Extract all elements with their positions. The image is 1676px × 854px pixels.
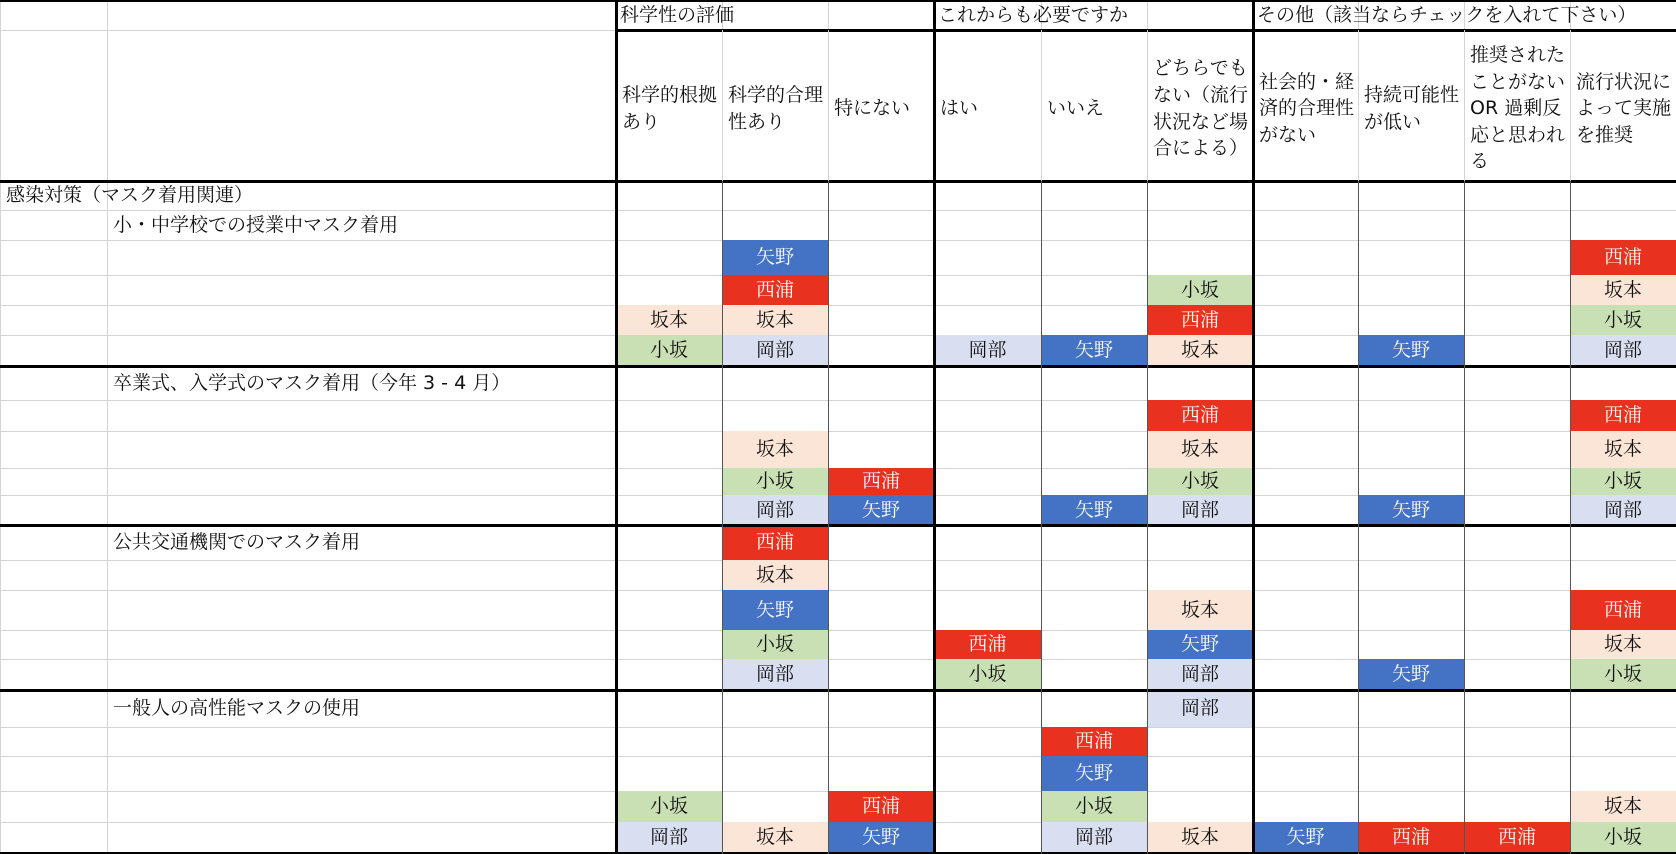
column-header: 社会的・経済的合理性がない bbox=[1259, 70, 1355, 146]
grid-row-line bbox=[0, 275, 1676, 276]
header-column-line bbox=[1147, 30, 1148, 181]
rater-tag[interactable]: 西浦 bbox=[934, 630, 1041, 659]
rater-tag[interactable]: 矢野 bbox=[1041, 335, 1147, 366]
item-label: 公共交通機関でのマスク着用 bbox=[113, 531, 361, 553]
rater-tag[interactable]: 西浦 bbox=[1147, 400, 1253, 431]
column-separator bbox=[1147, 181, 1148, 854]
rater-tag[interactable]: 坂本 bbox=[616, 305, 722, 335]
column-header: どちらでもない（流行状況など場合による） bbox=[1153, 57, 1249, 160]
grid-row-line bbox=[0, 560, 1676, 561]
column-separator bbox=[1464, 181, 1465, 854]
rater-tag[interactable]: 坂本 bbox=[722, 822, 828, 852]
grid-col-line bbox=[0, 0, 1, 854]
rater-tag[interactable]: 西浦 bbox=[1358, 822, 1464, 852]
rater-tag[interactable]: 小坂 bbox=[1147, 275, 1253, 305]
grid-row-line bbox=[0, 240, 1676, 241]
header-separator bbox=[616, 29, 1676, 32]
rater-tag[interactable]: 坂本 bbox=[722, 431, 828, 468]
column-header: 持続可能性が低い bbox=[1364, 83, 1460, 133]
rater-tag[interactable]: 矢野 bbox=[1041, 756, 1147, 791]
rater-tag[interactable]: 矢野 bbox=[1358, 335, 1464, 366]
group-separator bbox=[1252, 0, 1255, 854]
rater-tag[interactable]: 坂本 bbox=[1147, 822, 1253, 852]
rater-tag[interactable]: 矢野 bbox=[1358, 495, 1464, 525]
grid-row-line bbox=[0, 431, 1676, 432]
rater-tag[interactable]: 矢野 bbox=[1147, 630, 1253, 659]
item-label: 小・中学校での授業中マスク着用 bbox=[113, 213, 399, 236]
rater-tag[interactable]: 矢野 bbox=[722, 590, 828, 630]
rater-tag[interactable]: 矢野 bbox=[1041, 495, 1147, 525]
header-column-line bbox=[1358, 30, 1359, 181]
rater-tag[interactable]: 坂本 bbox=[1570, 630, 1676, 659]
group-separator bbox=[615, 0, 618, 854]
rater-tag[interactable]: 岡部 bbox=[722, 659, 828, 690]
grid-row-line bbox=[0, 400, 1676, 401]
rater-tag[interactable]: 岡部 bbox=[722, 495, 828, 525]
rater-tag[interactable]: 小坂 bbox=[1147, 468, 1253, 495]
rater-tag[interactable]: 西浦 bbox=[1570, 240, 1676, 275]
rater-tag[interactable]: 矢野 bbox=[722, 240, 828, 275]
rater-tag[interactable]: 小坂 bbox=[616, 335, 722, 366]
section-separator bbox=[0, 365, 1676, 368]
rater-tag[interactable]: 小坂 bbox=[934, 659, 1041, 690]
column-header: はい bbox=[940, 97, 979, 120]
rater-tag[interactable]: 岡部 bbox=[1147, 495, 1253, 525]
grid-row-line bbox=[0, 590, 1676, 591]
rater-tag[interactable]: 小坂 bbox=[1570, 305, 1676, 335]
group-separator bbox=[933, 0, 936, 854]
rater-tag[interactable]: 小坂 bbox=[1041, 791, 1147, 822]
section-separator bbox=[0, 689, 1676, 692]
rater-tag[interactable]: 西浦 bbox=[828, 468, 934, 495]
header-column-line bbox=[722, 30, 723, 181]
rater-tag[interactable]: 坂本 bbox=[1147, 590, 1253, 630]
rater-tag[interactable]: 坂本 bbox=[1147, 431, 1253, 468]
grid-row-line bbox=[0, 630, 1676, 631]
rater-tag[interactable]: 西浦 bbox=[828, 791, 934, 822]
column-header: 科学的合理性あり bbox=[728, 83, 824, 133]
column-separator bbox=[828, 181, 829, 854]
rater-tag[interactable]: 西浦 bbox=[722, 525, 828, 560]
column-separator bbox=[1358, 181, 1359, 854]
column-separator bbox=[1570, 181, 1571, 854]
column-separator bbox=[722, 181, 723, 854]
header-column-line bbox=[828, 30, 829, 181]
rater-tag[interactable]: 西浦 bbox=[1041, 727, 1147, 756]
rater-tag[interactable]: 坂本 bbox=[722, 560, 828, 590]
section-separator bbox=[0, 524, 1676, 527]
rater-tag[interactable]: 岡部 bbox=[722, 335, 828, 366]
section-label: 感染対策（マスク着用関連） bbox=[6, 184, 254, 206]
rater-tag[interactable]: 坂本 bbox=[1147, 335, 1253, 366]
header-column-line bbox=[1041, 30, 1042, 181]
header-column-line bbox=[1570, 30, 1571, 181]
rater-tag[interactable]: 岡部 bbox=[1147, 690, 1253, 727]
rater-tag[interactable]: 西浦 bbox=[1570, 400, 1676, 431]
rater-tag[interactable]: 小坂 bbox=[1570, 659, 1676, 690]
rater-tag[interactable]: 小坂 bbox=[722, 630, 828, 659]
rater-tag[interactable]: 岡部 bbox=[1147, 659, 1253, 690]
rater-tag[interactable]: 岡部 bbox=[1570, 495, 1676, 525]
rater-tag[interactable]: 岡部 bbox=[1041, 822, 1147, 852]
rater-tag[interactable]: 坂本 bbox=[1570, 791, 1676, 822]
group-header-3: その他（該当ならチェックを入れて下さい） bbox=[1257, 3, 1637, 26]
rater-tag[interactable]: 矢野 bbox=[1358, 659, 1464, 690]
header-column-line bbox=[1464, 30, 1465, 181]
column-separator bbox=[1041, 181, 1042, 854]
group-header-1: 科学性の評価 bbox=[620, 3, 735, 26]
grid-row-line bbox=[0, 727, 1676, 728]
grid-row-line bbox=[0, 305, 1676, 306]
rater-tag[interactable]: 西浦 bbox=[722, 275, 828, 305]
rater-tag[interactable]: 矢野 bbox=[1253, 822, 1358, 852]
rater-tag[interactable]: 坂本 bbox=[1570, 275, 1676, 305]
column-header: 特にない bbox=[834, 97, 911, 120]
rater-tag[interactable]: 岡部 bbox=[934, 335, 1041, 366]
rater-tag[interactable]: 坂本 bbox=[722, 305, 828, 335]
rater-tag[interactable]: 矢野 bbox=[828, 822, 934, 852]
border-top bbox=[0, 0, 1676, 2]
section-separator bbox=[0, 180, 1676, 183]
column-header: 科学的根拠あり bbox=[622, 83, 718, 133]
item-label: 一般人の高性能マスクの使用 bbox=[113, 697, 361, 719]
column-header: 推奨されたことがない OR 過剰反応と思われる bbox=[1470, 44, 1566, 173]
rater-tag[interactable]: 小坂 bbox=[616, 791, 722, 822]
item-label: 卒業式、入学式のマスク着用（今年 3 - 4 月） bbox=[113, 371, 511, 394]
rater-tag[interactable]: 小坂 bbox=[1570, 468, 1676, 495]
rater-tag[interactable]: 西浦 bbox=[1464, 822, 1570, 852]
rater-tag[interactable]: 坂本 bbox=[1570, 431, 1676, 468]
rater-tag[interactable]: 岡部 bbox=[1570, 335, 1676, 366]
rater-tag[interactable]: 矢野 bbox=[828, 495, 934, 525]
group-header-2: これからも必要ですか bbox=[938, 3, 1129, 26]
rater-tag[interactable]: 小坂 bbox=[1570, 822, 1676, 852]
rater-tag[interactable]: 西浦 bbox=[1147, 305, 1253, 335]
grid-row-line bbox=[0, 756, 1676, 757]
column-header: 流行状況によって実施を推奨 bbox=[1576, 70, 1672, 146]
rater-tag[interactable]: 小坂 bbox=[722, 468, 828, 495]
rater-tag[interactable]: 西浦 bbox=[1570, 590, 1676, 630]
rater-tag[interactable]: 岡部 bbox=[616, 822, 722, 852]
column-header: いいえ bbox=[1047, 97, 1105, 120]
